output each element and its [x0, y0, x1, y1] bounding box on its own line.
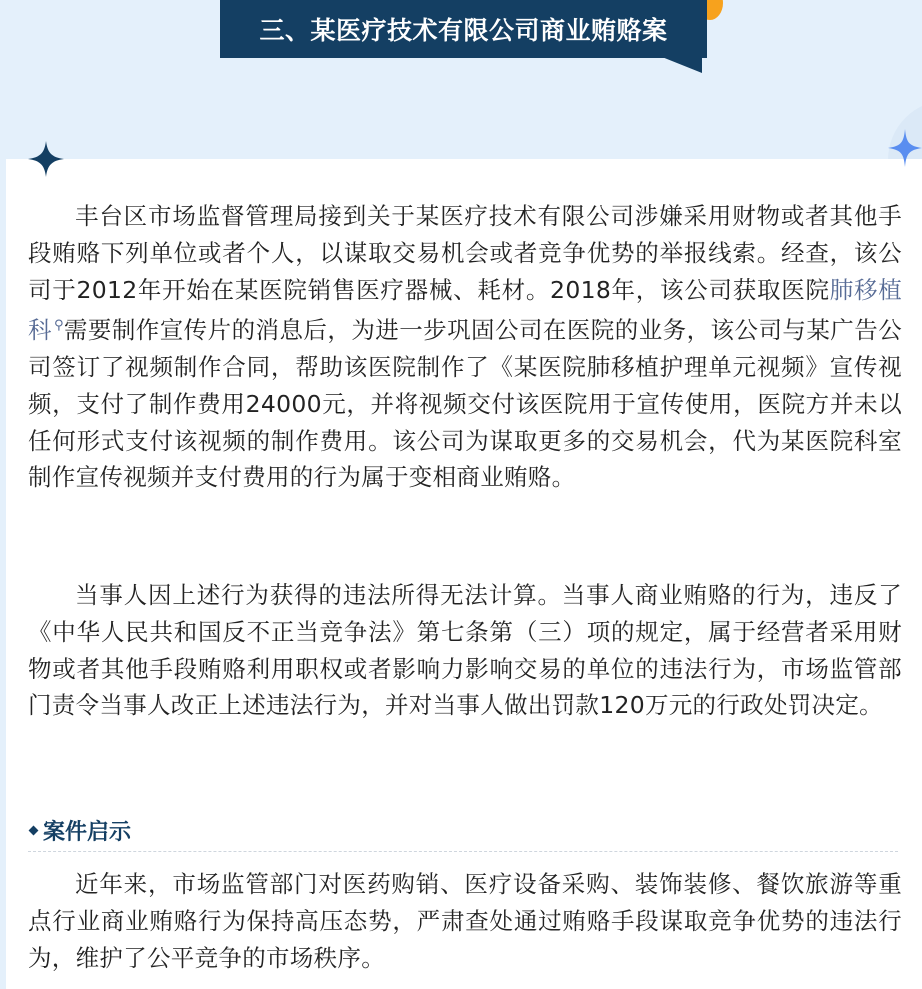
- diamond-bullet-icon: [29, 825, 39, 835]
- case-description-paragraph: [28, 198, 902, 496]
- page-title: 三、某医疗技术有限公司商业贿赂案: [259, 16, 668, 45]
- four-point-star-icon: [888, 129, 922, 167]
- keyword-link[interactable]: 肺移植科: [28, 275, 902, 345]
- penalty-paragraph: 当事人因上述行为获得的违法所得无法计算。当事人商业贿赂的行为，违反了《中华人民共和国反不正当竞争法》第七条第（三）项的规定，属于经营者采用财物或者其他手段贿赂利用职权或者影响力影响交易的单位的违法行为，市场监管部门责令当事人改正上述违法行为，并对当事人做出罚款120万元的行政处罚决定。: [28, 581, 902, 720]
- section-title-banner: [220, 0, 707, 58]
- divider: [28, 851, 898, 852]
- section-heading: [28, 810, 898, 850]
- paragraph-text: 丰台区市场监督管理局接到关于某医疗技术有限公司涉嫌采用财物或者其他手段贿赂下列单位或者个人，以谋取交易机会或者竞争优势的举报线索。经查，该公司于2012年开始在某医院销售医疗器械、耗材。2018年，该公司获取医院: [28, 202, 902, 304]
- paragraph-text: 需要制作宣传片的消息后，为进一步巩固公司在医院的业务，该公司与某广告公司签订了视频制作合同，帮助该医院制作了《某医院肺移植护理单元视频》宣传视频，支付了制作费用24000元，并将视频交付该医院用于宣传使用，医院方并未以任何形式支付该视频的制作费用。该公司为谋取更多的交易机会，代为某医院科室制作宣传视频并支付费用的行为属于变相商业贿赂。: [28, 316, 902, 492]
- banner-tail-decoration: [662, 57, 702, 73]
- four-point-star-icon: [28, 141, 64, 177]
- search-icon[interactable]: ⚲: [53, 318, 64, 334]
- section-heading-label: 案件启示: [43, 819, 132, 845]
- insight-paragraph: 近年来，市场监管部门对医药购销、医疗设备采购、装饰装修、餐饮旅游等重点行业商业贿赂行为保持高压态势，严肃查处通过贿赂手段谋取竞争优势的违法行为，维护了公平竞争的市场秩序。: [28, 870, 902, 972]
